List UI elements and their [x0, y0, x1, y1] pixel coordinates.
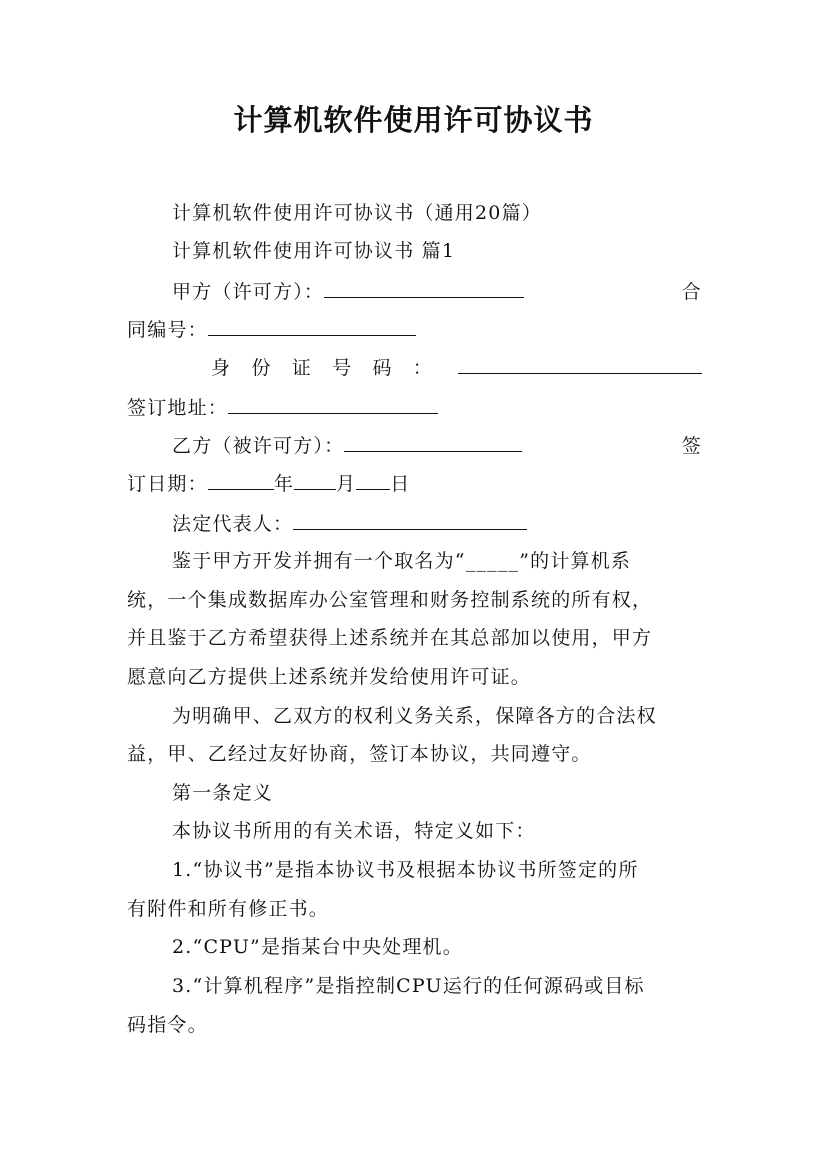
year-label: 年: [273, 473, 295, 495]
paragraph-line: 并且鉴于乙方希望获得上述系统并在其总部加以使用，甲方: [127, 627, 653, 649]
id-char: 号: [332, 357, 353, 379]
party-b-blank: [344, 432, 522, 452]
definition-line: 1.“协议书”是指本协议书及根据本协议书所签定的所: [172, 859, 639, 881]
paragraph-line: 为明确甲、乙双方的权利义务关系，保障各方的合法权: [172, 705, 657, 727]
sign-date-label: 订日期：: [127, 473, 208, 495]
year-blank: [208, 470, 274, 490]
id-char: ：: [412, 357, 433, 379]
paragraph-line: 益，甲、乙经过友好协商，签订本协议，共同遵守。: [127, 743, 592, 765]
definition-line: 2.“CPU”是指某台中央处理机。: [172, 936, 463, 958]
legal-rep-label: 法定代表人：: [172, 513, 294, 535]
legal-rep-line: [172, 510, 702, 537]
document-title: 计算机软件使用许可协议书: [233, 103, 594, 137]
sign-place-line: [127, 394, 702, 421]
part-heading: 计算机软件使用许可协议书 篇1: [172, 240, 456, 262]
id-char: 码: [372, 357, 393, 379]
contract-no-label: 同编号：: [127, 319, 208, 341]
definition-line: 3.“计算机程序”是指控制CPU运行的任何源码或目标: [172, 975, 645, 997]
id-number-line: [211, 354, 702, 381]
day-label: 日: [390, 473, 411, 495]
sign-date-line: [127, 470, 702, 497]
id-number-label: [211, 355, 433, 381]
contract-no-label-start: 合: [681, 281, 702, 303]
party-b-line: [172, 432, 702, 459]
sign-place-blank: [228, 394, 438, 414]
day-blank: [356, 470, 390, 490]
paragraph-line: 统，一个集成数据库办公室管理和财务控制系统的所有权，: [127, 589, 653, 611]
paragraph-line: 鉴于甲方开发并拥有一个取名为“_____”的计算机系: [172, 550, 632, 572]
id-char: 证: [291, 357, 312, 379]
party-a-line: [172, 278, 702, 305]
party-a-label: 甲方（许可方）：: [172, 281, 325, 303]
definition-line: 码指令。: [127, 1014, 208, 1036]
contract-no-blank: [208, 316, 416, 336]
party-b-label: 乙方（被许可方）：: [172, 435, 345, 457]
article-intro: 本协议书所用的有关术语，特定义如下：: [172, 820, 536, 842]
document-subtitle: 计算机软件使用许可协议书（通用20篇）: [172, 202, 542, 224]
sign-date-label-start: 签: [681, 435, 702, 457]
paragraph-line: 愿意向乙方提供上述系统并发给使用许可证。: [127, 666, 532, 688]
article-heading: 第一条定义: [172, 782, 274, 804]
id-number-blank: [458, 354, 702, 374]
legal-rep-blank: [293, 510, 527, 530]
sign-place-label: 签订地址：: [127, 397, 229, 419]
party-a-blank: [324, 278, 524, 298]
definition-line: 有附件和所有修正书。: [127, 898, 330, 920]
id-char: 身: [211, 357, 232, 379]
contract-no-line: [127, 316, 702, 343]
id-char: 份: [251, 357, 272, 379]
month-label: 月: [336, 473, 357, 495]
month-blank: [294, 470, 336, 490]
